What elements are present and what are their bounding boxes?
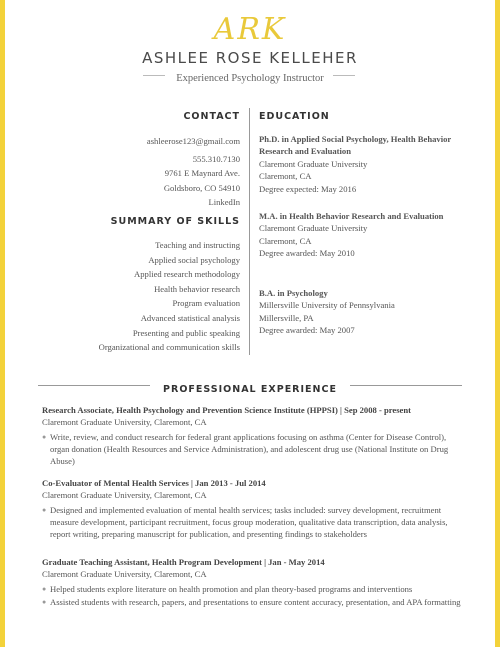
skill-item: Organizational and communication skills: [98, 342, 240, 353]
job-bullet: ● Designed and implemented evaluation of mental health services; tasks included: survey development, recruitment measure development, participant recruitment, focus group moderation, qualitative data transcription, data analysis, report writing, preparing manuscript for publication, and presenting findings to stakeholders: [42, 505, 448, 539]
education-degree: Ph.D. in Applied Social Psychology, Health Behavior Research and Evaluation: [259, 134, 452, 157]
contact-linkedin-link[interactable]: LinkedIn: [208, 197, 240, 207]
job-entry: [42, 477, 462, 541]
contact-block: [147, 134, 240, 210]
job-organization: Claremont Graduate University, Claremont, CA: [42, 569, 207, 579]
skills-heading: SUMMARY OF SKILLS: [110, 216, 240, 227]
job-bullet: ● Write, review, and conduct research for federal grant applications focusing on asthma (Center for Disease Control), organ donation (Health Resources and Service Administration), and adolescent drug use (National Institute on Drug Abuse): [42, 432, 449, 466]
left-accent-border: [0, 0, 5, 647]
skill-item: Applied research methodology: [134, 269, 240, 280]
contact-email[interactable]: ashleerose123@gmail.com: [146, 136, 240, 146]
education-degree: B.A. in Psychology: [259, 288, 328, 298]
education-school: Millersville University of Pennsylvania: [259, 300, 395, 311]
job-header: Research Associate, Health Psychology and Prevention Science Institute (HPPSI) | Sep 2008 - present: [42, 405, 412, 415]
education-entry: [259, 287, 459, 337]
job-bullet: ● Helped students explore literature on health promotion and plan theory-based programs and interventions: [42, 584, 413, 594]
education-date: Degree expected: May 2016: [259, 183, 357, 194]
contact-phone: 555.310.7130: [192, 153, 240, 164]
job-entry: [42, 556, 462, 609]
education-entry: [259, 210, 459, 260]
candidate-name: ASHLEE ROSE KELLEHER: [142, 49, 358, 67]
education-school: Claremont Graduate University: [259, 158, 368, 169]
candidate-tagline: Experienced Psychology Instructor: [176, 73, 324, 84]
experience-heading: PROFESSIONAL EXPERIENCE: [163, 384, 337, 395]
job-organization: Claremont Graduate University, Claremont, CA: [42, 417, 207, 427]
education-heading: EDUCATION: [259, 111, 330, 122]
monogram-logo: ARK: [213, 12, 287, 47]
education-entry: [259, 133, 459, 195]
education-date: Degree awarded: May 2010: [259, 248, 355, 259]
education-location: Millersville, PA: [259, 312, 314, 323]
skill-item: Teaching and instructing: [155, 240, 240, 250]
education-location: Claremont, CA: [259, 235, 312, 246]
skill-item: Advanced statistical analysis: [140, 312, 240, 323]
job-bullet: ● Assisted students with research, papers, and presentations to ensure content accuracy, presentation, and APA formatting: [42, 597, 461, 607]
right-accent-border: [495, 0, 500, 647]
tagline-rule-right: [333, 75, 355, 76]
skills-list: [99, 238, 240, 355]
job-organization: Claremont Graduate University, Claremont, CA: [42, 490, 207, 500]
education-date: Degree awarded: May 2007: [259, 325, 355, 336]
job-header: Co-Evaluator of Mental Health Services | Jan 2013 - Jul 2014: [42, 478, 266, 488]
skill-item: Program evaluation: [172, 298, 240, 309]
experience-rule-right: [350, 385, 462, 386]
contact-address-line2: Goldsboro, CO 54910: [163, 182, 240, 193]
skill-item: Health behavior research: [154, 283, 240, 294]
skill-item: Applied social psychology: [148, 254, 240, 265]
contact-address-line1: 9761 E Maynard Ave.: [164, 168, 240, 178]
job-header: Graduate Teaching Assistant, Health Program Development | Jan - May 2014: [42, 557, 325, 567]
education-degree: M.A. in Health Behavior Research and Evaluation: [259, 211, 444, 221]
contact-heading: CONTACT: [183, 111, 240, 122]
skill-item: Presenting and public speaking: [132, 327, 240, 338]
education-location: Claremont, CA: [259, 171, 312, 182]
column-divider: [249, 108, 250, 355]
job-entry: [42, 404, 462, 468]
education-school: Claremont Graduate University: [259, 223, 368, 234]
